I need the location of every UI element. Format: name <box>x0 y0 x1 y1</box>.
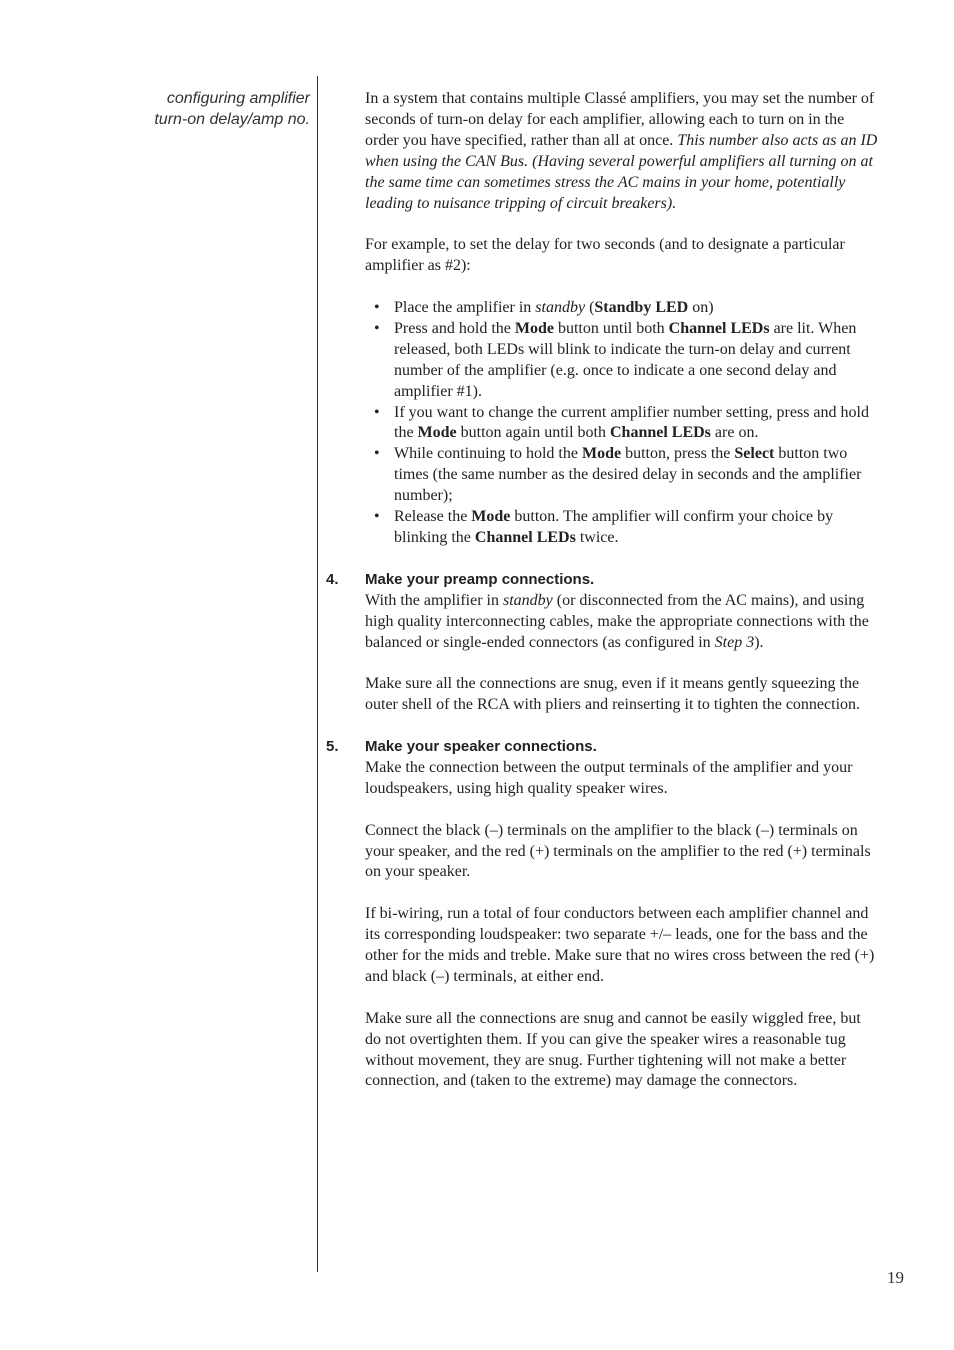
list-item: • Place the amplifier in standby (Standby LED on) <box>365 298 880 319</box>
page-number: 19 <box>887 1268 904 1287</box>
step-paragraph: With the amplifier in standby (or disconnected from the AC mains), and using high quality interconnecting cables, make the appropriate connections with the balanced or single-ended connectors (as configured in Step 3). <box>365 591 869 651</box>
instruction-list <box>365 298 880 549</box>
bullet-icon: • <box>374 508 380 526</box>
example-paragraph: For example, to set the delay for two seconds (and to designate a particular amplifier as #2): <box>365 236 845 275</box>
side-heading <box>110 88 310 130</box>
step-paragraph: Make sure all the connections are snug, even if it means gently squeezing the outer shell of the RCA with pliers and reinserting it to tighten the connection. <box>365 675 861 714</box>
step-paragraph: Connect the black (–) terminals on the amplifier to the black (–) terminals on your speaker, and the red (+) terminals on the amplifier to the red (+) terminals on your speaker. <box>365 821 871 881</box>
list-item: • Release the Mode button. The amplifier will confirm your choice by blinking the Channel LEDs twice. <box>374 508 834 546</box>
intro-text: In a system that contains multiple Classé amplifiers, you may set the number of seconds of turn-on delay for each amplifier, allowing each to turn on in the order you have specified, rather than all at once. <box>365 90 875 149</box>
step-heading: Make your speaker connections. <box>365 738 597 756</box>
side-heading-line1: configuring amplifier <box>166 90 310 107</box>
bullet-icon: • <box>374 445 380 463</box>
vertical-rule <box>317 76 318 1272</box>
intro-italic-note: This number also acts as an ID when using the CAN Bus. (Having several powerful amplifiers all turning on at the same time can sometimes stress the AC mains in your home, potentially leading to nuisance tripping of circuit breakers). <box>365 131 878 212</box>
step-paragraph: If bi-wiring, run a total of four conductors between each amplifier channel and its corresponding loudspeaker: two separate +/– leads, one for the bass and the other for the mids and treble. Make sure that no wires cross between the red (+) and black (–) terminals, at either end. <box>365 905 875 985</box>
body-text <box>326 89 880 1092</box>
step-heading: Make your preamp connections. <box>365 570 595 588</box>
step-number: 4. <box>326 570 339 588</box>
step-number: 5. <box>326 738 339 756</box>
intro-paragraph <box>365 89 880 214</box>
bullet-icon: • <box>374 403 380 421</box>
side-heading-line2: turn-on delay/amp no. <box>154 111 310 128</box>
step-paragraph: Make the connection between the output terminals of the amplifier and your loudspeakers, using high quality speaker wires. <box>365 758 853 797</box>
bullet-icon: • <box>374 299 380 317</box>
step-5 <box>326 737 880 1092</box>
step-4 <box>326 570 880 716</box>
step-paragraph: Make sure all the connections are snug and cannot be easily wiggled free, but do not overtighten them. If you can give the speaker wires a reasonable tug without movement, they are snug. Further tightening will not make a better connection, and (taken to the extreme) may damage the connectors. <box>365 1009 861 1090</box>
bullet-icon: • <box>374 319 380 337</box>
list-item: • While continuing to hold the Mode button, press the Select button two times (the same number as the desired delay in seconds and the amplifier number); <box>374 445 862 505</box>
list-item: • Press and hold the Mode button until both Channel LEDs are lit. When released, both LEDs will blink to indicate the turn-on delay and current number of the amplifier (e.g. once to indicate a one second delay and amplifier #1). <box>374 319 857 400</box>
list-item: • If you want to change the current amplifier number setting, press and hold the Mode button again until both Channel LEDs are on. <box>374 403 869 442</box>
